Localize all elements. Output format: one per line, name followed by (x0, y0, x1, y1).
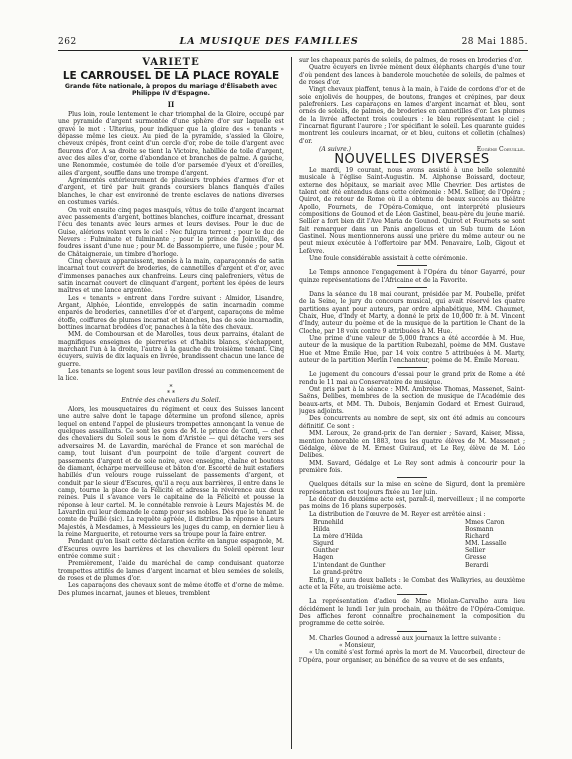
role: La mère d'Hilda (313, 533, 363, 541)
divider (397, 265, 427, 266)
role: Gunther (313, 547, 339, 555)
paragraph: Agrémentés extérieurement de plusieurs trophées d'armes d'or et d'argent, et tiré par huit grands coursiers blancs flanqués d'ailes blanches, le char est environné de trente esclaves de nations diverses en costumes variés. (58, 177, 284, 207)
columns (58, 57, 528, 749)
divider (154, 68, 188, 69)
asterism: * * * (167, 383, 175, 397)
issue-date: 28 Mai 1885. (461, 37, 528, 47)
news-item: Le décor du deuxième acte est, paraît-il, merveilleux ; il ne comporte pas moins de 16 plans superposés. (299, 495, 525, 511)
singer: Berardi (465, 561, 489, 569)
right-column (299, 57, 525, 749)
news-item: Une foule considérable assistait à cette cérémonie. (309, 254, 468, 262)
paragraph: Plus loin, roule lentement le char triomphal de la Gloire, occupé par une pyramide d'argent surmontée d'une sphère d'or sur laquelle est gravé le mot : Ulterius, pour indiquer que la gloire des « tenants » dépasse même les cieux. Au pied de la pyramide, s'assied la Gloire, cheveux crépés, front ceint d'un cercle d'or, robe de toile d'argent avec fleurons d'or. A sa droite se tient la Victoire, habillée de toile d'argent, avec des ailes d'or, corne d'abondance et branches de palme. A gauche, une Renommée, costumée de toile d'or parsemée d'yeux et d'oreilles, ailes d'argent, souffle dans une trompe d'argent. (58, 111, 284, 177)
paragraph: Cinq chevaux apparaissent, menés à la main, caparaçonnés de satin incarnat tout couvert de broderies, de cannetilles d'argent et d'or, avec d'immenses panaches aux chanfreins. Leurs cinq palefreniers, vêtus de satin incarnat couvert de clinquant d'argent, portent les épées de leurs maîtres et une lance argentée. (58, 257, 284, 295)
paragraph: On voit ensuite cinq pages masqués, vêtus de toile d'argent incarnat avec passements d'argent, bottines blanches, coiffure incarnat, dressant l'écu des tenants avec leurs armes et leurs devises. Pour le duc de Guise, alérions volant vers le ciel : Nec fulgura terrent ; pour le duc de Nevers : Fulminate et fulminante ; pour le prince de Joinville, des foudres issant d'une nue ; pour M. de Bassompierre, une fusée ; pour M. de Châtaigneraie, un timbre d'horloge. (58, 206, 284, 258)
subsection-title: Entrée des chevaliers du Soleil. (121, 396, 221, 404)
author-name: Eugène Coeuille. (476, 146, 525, 154)
news-item: Le Temps annonce l'engagement à l'Opéra du ténor Gayarré, pour quinze représentations de l'Africaine et de la Favorite. (299, 269, 525, 284)
singer: Richard (465, 533, 490, 541)
article-subtitle: Grande fête nationale, à propos du mariage d'Élisabeth avec Philippe IV d'Espagne. (64, 82, 278, 98)
singer: Mmes Caron (465, 518, 505, 526)
news-item: Une prime d'une valeur de 5,000 francs a été accordée à M. Hue, auteur de la musique de la partition Rubezahl, poème de MM. Gustave Hue et Mme Émile Hue, par 14 voix contre 5 attribuées à M. Marty, auteur de la partition Merlin l'enchanteur, poème de M. Émile Moreau. (299, 335, 525, 365)
section-title-nouvelles: NOUVELLES DIVERSES (334, 152, 490, 168)
singer: MM. Lassalle (465, 540, 507, 548)
news-item: Ont pris part à la séance : MM. Ambroise Thomas, Massenet, Saint-Saëns, Delibes, membres de la section de musique de l'Académie des beaux-arts, et MM. Th. Dubois, Benjamin Godard et Ernest Guiraud, juges adjoints. (299, 386, 525, 416)
paragraph: MM. de Comboursan et de Marolles, tous deux parrains, étalant de magnifiques enseignes de pierreries et d'habits blancs, s'échappent, marchant l'un à la droite, l'autre à la gauche du troisième tenant. Cinq écuyers, suivis de dix laquais en livrée, brandissent chacun une lance de guerre. (58, 331, 284, 368)
news-item: Des concurrents au nombre de sept, six ont été admis au concours définitif. Ce sont : (299, 415, 525, 430)
paragraph: Vingt chevaux piaffent, tenus à la main, à l'aide de cordons d'or et de soie enjolivés de houppes, de boutons, franges et crépines, par deux palefreniers. Les caparaçons en lames d'argent incarnat et bleu, sont ornés de soleils, de palmes, de broderies en cannetilles d'or. Les plumes de la livrée affectent trois couleurs : le bleu représentant le ciel ; l'incarnat figurant l'aurore ; l'or spécifiant le soleil. Les quarante guides montrent les couleurs incarnat, or et bleu, cuitons et colletin (chaînes) d'or. (299, 86, 525, 145)
divider (397, 367, 427, 368)
divider (397, 631, 427, 632)
role: Sigurd (313, 540, 334, 548)
news-item: Le mardi, 19 courant, nous avons assisté à une belle solennité musicale à l'église Saint-Augustin. M. Alphonse Boissard, docteur, externe des hôpitaux, se mariait avec Mlle Chevrier. Des artistes de talent ont été entendus dans cette cérémonie : MM. Sellier, de l'Opéra ; Quirot, de retour de Rome où il a obtenu de beaux succès au théâtre Apollo, Fournets, de l'Opéra-Comique, ont interprété plusieurs compositions de Gounod et de Léon Gastinel, beau-père du jeune marié. Sellier a fort bien dit l'Ave Maria de Gounod. Quirot et Fournets se sont fait remarquer dans un Panis angelicus et un Sub tuum de Léon Gastinel. Nous mentionnerons aussi une prière du même auteur ou ne peut mieux exécutée à l'offertoire par MM. Penavaire, Lolb, Gigout et Lefèvre. (299, 166, 525, 255)
news-item: MM. Leroux, 2e grand-prix de l'an dernier ; Savard, Kaiser, Missa, mention honorable en 1883, tous les quatre élèves de M. Massenet ; Gédalge, élève de M. Ernest Guiraud, et Le Rey, élève de M. Léo Delibes. (299, 430, 525, 460)
news-item: M. Charles Gounod a adressé aux journaux la lettre suivante : (309, 634, 501, 642)
singer: Sellier (465, 547, 486, 555)
news-item: La représentation d'adieu de Mme Miolan-Carvalho aura lieu décidément le lundi 1er juin prochain, au théâtre de l'Opéra-Comique. Des affiches feront connaître prochainement la composition du programme de cette soirée. (299, 598, 525, 628)
news-item: Dans la séance du 18 mai courant, présidée par M. Poubelle, préfet de la Seine, le jury du concours musical, qui avait réservé les quatre partitions ayant pour auteurs, par ordre alphabétique, MM. Chaumet, Chaix, Hue, d'Indy et Marty, a donné le prix de 10,000 fr. à M. Vincent d'Indy, auteur du poème et de la musique de la partition le Chant de la Cloche, par 18 voix contre 9 attribuées à M. Hue. (299, 290, 525, 335)
paragraph: Alors, les mousquetaires du régiment et ceux des Suisses lancent une autre salve dont le tapage détermine un profond silence, après lequel on entend l'appel de plusieurs trompettes annonçant la venue de quelques assaillants. Ce sont les gens de M. le prince de Conti, — chef des chevaliers du Soleil sous le nom d'Aristée — qui détache vers ses adversaires M. de Lavardin, maréchal de France et son maréchal de camp, tout luisant d'un pourpoint de toile d'argent couvert de passements d'argent et de soie noire, avec enseigne, chaîne et boutons de diamant, écharpe merveilleuse et bâton d'or. Escorté de huit estafiers habillés d'un velours rouge ruisselant de passements d'argent, et conduit par le sieur d'Escures, qu'il a reçu aux barrières, il entre dans le camp, tourne la place de la Félicité et adresse la révérence aux deux reines. Puis il s'avance vers le capitaine de la Félicité et pousse la réponse à leur cartel. M. le connétable renvoie à Leurs Majestés M. de Lavardin qui leur demande le camp pour ses nobles. Dès que le tenant le comte de Puillé (sic). La requête agréée, il distribue la réponse à Leurs Majestés, à Mesdames, à Messieurs les juges du camp, en dernier lieu à la reine Marguerite, et retourne vers sa troupe pour la faire entrer. (58, 406, 284, 538)
article-title: LE CARROUSEL DE LA PLACE ROYALE (62, 70, 280, 83)
letter-salutation: « Monsieur, (339, 642, 376, 650)
to-be-continued: (A suivre.) (319, 146, 351, 154)
paragraph: Les caparaçons des chevaux sont de même étoffe et d'orne de même. Des plumes incarnat, jaunes et bleues, tremblent (58, 582, 284, 597)
role: Hilda (313, 526, 330, 534)
divider (397, 287, 427, 288)
left-column (58, 57, 284, 749)
news-item: « Un comité s'est formé après la mort de M. Vaucorbeil, directeur de l'Opéra, pour organiser, au bénéfice de sa veuve et de ses enfants, (299, 649, 525, 664)
divider (397, 477, 427, 478)
news-item: Le jugement du concours d'essai pour le grand prix de Rome a été rendu le 11 mai au Conservatoire de musique. (299, 371, 525, 386)
paragraph: Premièrement, l'aide du maréchal de camp conduisant quatorze trompettes attifés de lames d'argent incarnat et bleu semées de soleils, de roses et de plumes d'or. (58, 560, 284, 582)
singer (465, 569, 525, 576)
role: L'intendant de Gunther (313, 561, 386, 569)
role: Hagen (313, 554, 334, 562)
singer: Bosmann (465, 526, 494, 534)
news-item: La distribution de l'œuvre de M. Reyer est arrêtée ainsi : (309, 510, 486, 518)
news-item: MM. Savard, Gédalge et Le Rey sont admis à concourir pour la première fois. (299, 459, 525, 474)
paragraph: Quatre écuyers en livrée mènent deux éléphants chargés d'une tour d'où pendent des lances à banderole mouchetée de soleils, de palmes et de roses d'or. (299, 64, 525, 87)
paragraph: Les « tenants » entrent dans l'ordre suivant : Almidor, Lisandre, Argant, Alphée, Léontide, enveloppés de satin incarnadin comme enparés de broderies, cannetilles d'or et d'argent, caparaçons de même étoffe, coiffures de plumes incarnat et blanches, bas de soie incarnadin, bottines incarnat brodées d'or, panaches à la tête des chevaux. (58, 294, 284, 331)
header-rule (58, 50, 528, 51)
part-number: II (167, 99, 175, 109)
page-number: 262 (58, 37, 77, 47)
news-item: Quelques détails sur la mise en scène de Sigurd, dont la première représentation est toujours fixée au 1er juin. (299, 481, 525, 496)
role: Brunehild (313, 518, 344, 526)
divider (397, 594, 427, 595)
section-title-variete: VARIÉTÉ (142, 57, 200, 68)
column-divider (291, 57, 292, 749)
paragraph: Pendant qu'on lisait cette déclaration écrite en langue espagnole, M. d'Escures ouvre les barrières et les chevaliers du Soleil opèrent leur entrée comme suit : (58, 538, 284, 560)
singer: Gresse (465, 554, 487, 562)
news-item: Enfin, il y aura deux ballets : le Combat des Walkyries, au deuxième acte et la Fête, au troisième acte. (299, 576, 525, 592)
page-header (58, 36, 528, 47)
journal-title: LA MUSIQUE DES FAMILLES (179, 36, 359, 47)
role: Le grand-prêtre (313, 568, 363, 576)
cast-list (299, 519, 525, 576)
paragraph: Les tenants se logent sous leur pavillon dressé au commencement de la lice. (58, 368, 284, 383)
paragraph: sur les chapeaux parés de soleils, de palmes, de roses en broderies d'or. (299, 57, 523, 64)
